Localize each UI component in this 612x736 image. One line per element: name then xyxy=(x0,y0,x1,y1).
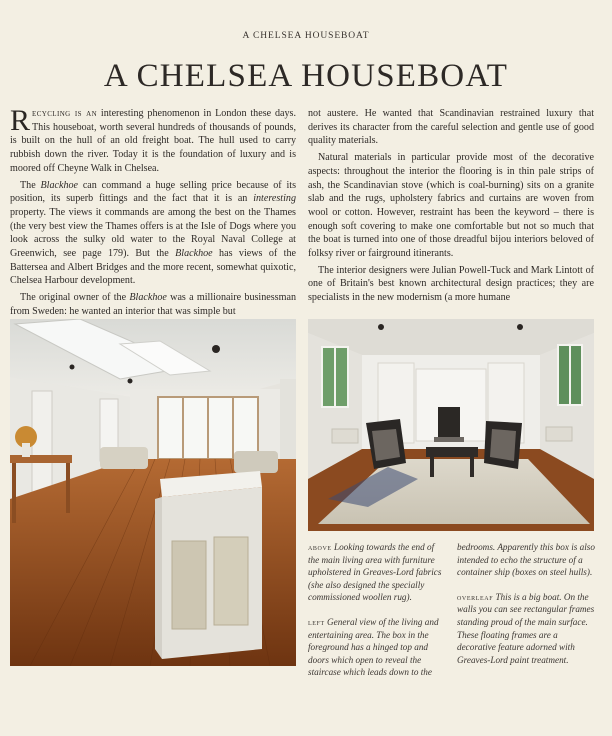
boat-name: Blackhoe xyxy=(175,248,213,260)
paragraph-5: Natural materials in particular provide most of the decorative aspects: throughout the interior the flooring is in thin pale strips of ash, the Scandinavian stove (which is coal-burning) sits on a granite slab and the rugs, upholstery fabrics and curtains are woven from wool or cotton. However, restraint has been the keyword – there is enough soft covering to make one comfortable but not so much that the boat is turned into one of those dreadful bijou interiors beloved of folksy river or fairground itinerants. xyxy=(308,152,594,260)
photo-living-area xyxy=(10,319,296,666)
lead-in: ecycling is an xyxy=(32,108,98,119)
boat-name: Blackhoe xyxy=(40,179,79,191)
paragraph-6: The interior designers were Julian Powell-Tuck and Mark Lintott of one of Britain's best known architectural design practices; they are specialists in the new modernism (a more humane xyxy=(308,264,594,304)
paragraph-3: The original owner of the Blackhoe was a millionaire businessman from Sweden: he wanted an interior that was simple but xyxy=(10,292,296,317)
running-head: A CHELSEA HOUSEBOAT xyxy=(242,31,370,41)
caption-column-2 xyxy=(457,541,595,678)
caption-column-1 xyxy=(308,541,446,691)
photo-end-of-living-area xyxy=(308,319,594,531)
caption-label: overleaf xyxy=(457,591,494,602)
text-column-right xyxy=(308,107,594,308)
end-area-illustration xyxy=(308,319,594,531)
paragraph-4: not austere. He wanted that Scandinavian restrained luxury that derives its character from the careful selection and gentle use of good quality materials. xyxy=(308,108,594,147)
caption-overleaf: overleaf This is a big boat. On the walls you can see rectangular frames standing proud of the main surface. These floating frames are a decorative feature adorned with Greaves-Lord paint treatment. xyxy=(457,591,595,665)
text-column-left xyxy=(10,104,296,322)
caption-above: above Looking towards the end of the main living area with furniture upholstered in Greaves-Lord fabrics (she also designed the specially commissioned woollen rug). xyxy=(308,542,442,603)
paragraph-2: The Blackhoe can command a huge selling price because of its position, its superb fittings and the fact that it is an interesting property. The views it commands are among the best on the Thames (the very best view the Thames offers is at the Isle of Dogs where you look across the sulky old water to the Royal Naval College at Greenwich, see page 179). But the Blackhoe has views of the Battersea and Albert Bridges and the more recent, somewhat quixotic, Chelsea Harbour development. xyxy=(10,179,296,287)
caption-label: left xyxy=(308,616,325,627)
caption-left: left General view of the living and entertaining area. The box in the foreground has a hinged top and doors which open to reveal the staircase which leads down to the xyxy=(308,616,439,678)
drop-cap: R xyxy=(10,104,31,137)
caption-continued: bedrooms. Apparently this box is also intended to echo the structure of a container ship (boxes on steel hulls). xyxy=(457,542,595,578)
caption-label: above xyxy=(308,542,332,552)
boat-name: Blackhoe xyxy=(129,292,167,304)
paragraph-1 xyxy=(10,104,296,176)
paragraph-1-text: interesting phenomenon in London these days. This houseboat, worth several hundreds of thousands of pounds, is built on the hull of an old freight boat. The hull used to carry rubbish down the river. Today it is the foundation of luxury and is moored off Cheyne Walk in Chelsea. xyxy=(10,108,296,174)
page-title: A CHELSEA HOUSEBOAT xyxy=(103,58,509,94)
living-area-illustration xyxy=(10,319,296,666)
